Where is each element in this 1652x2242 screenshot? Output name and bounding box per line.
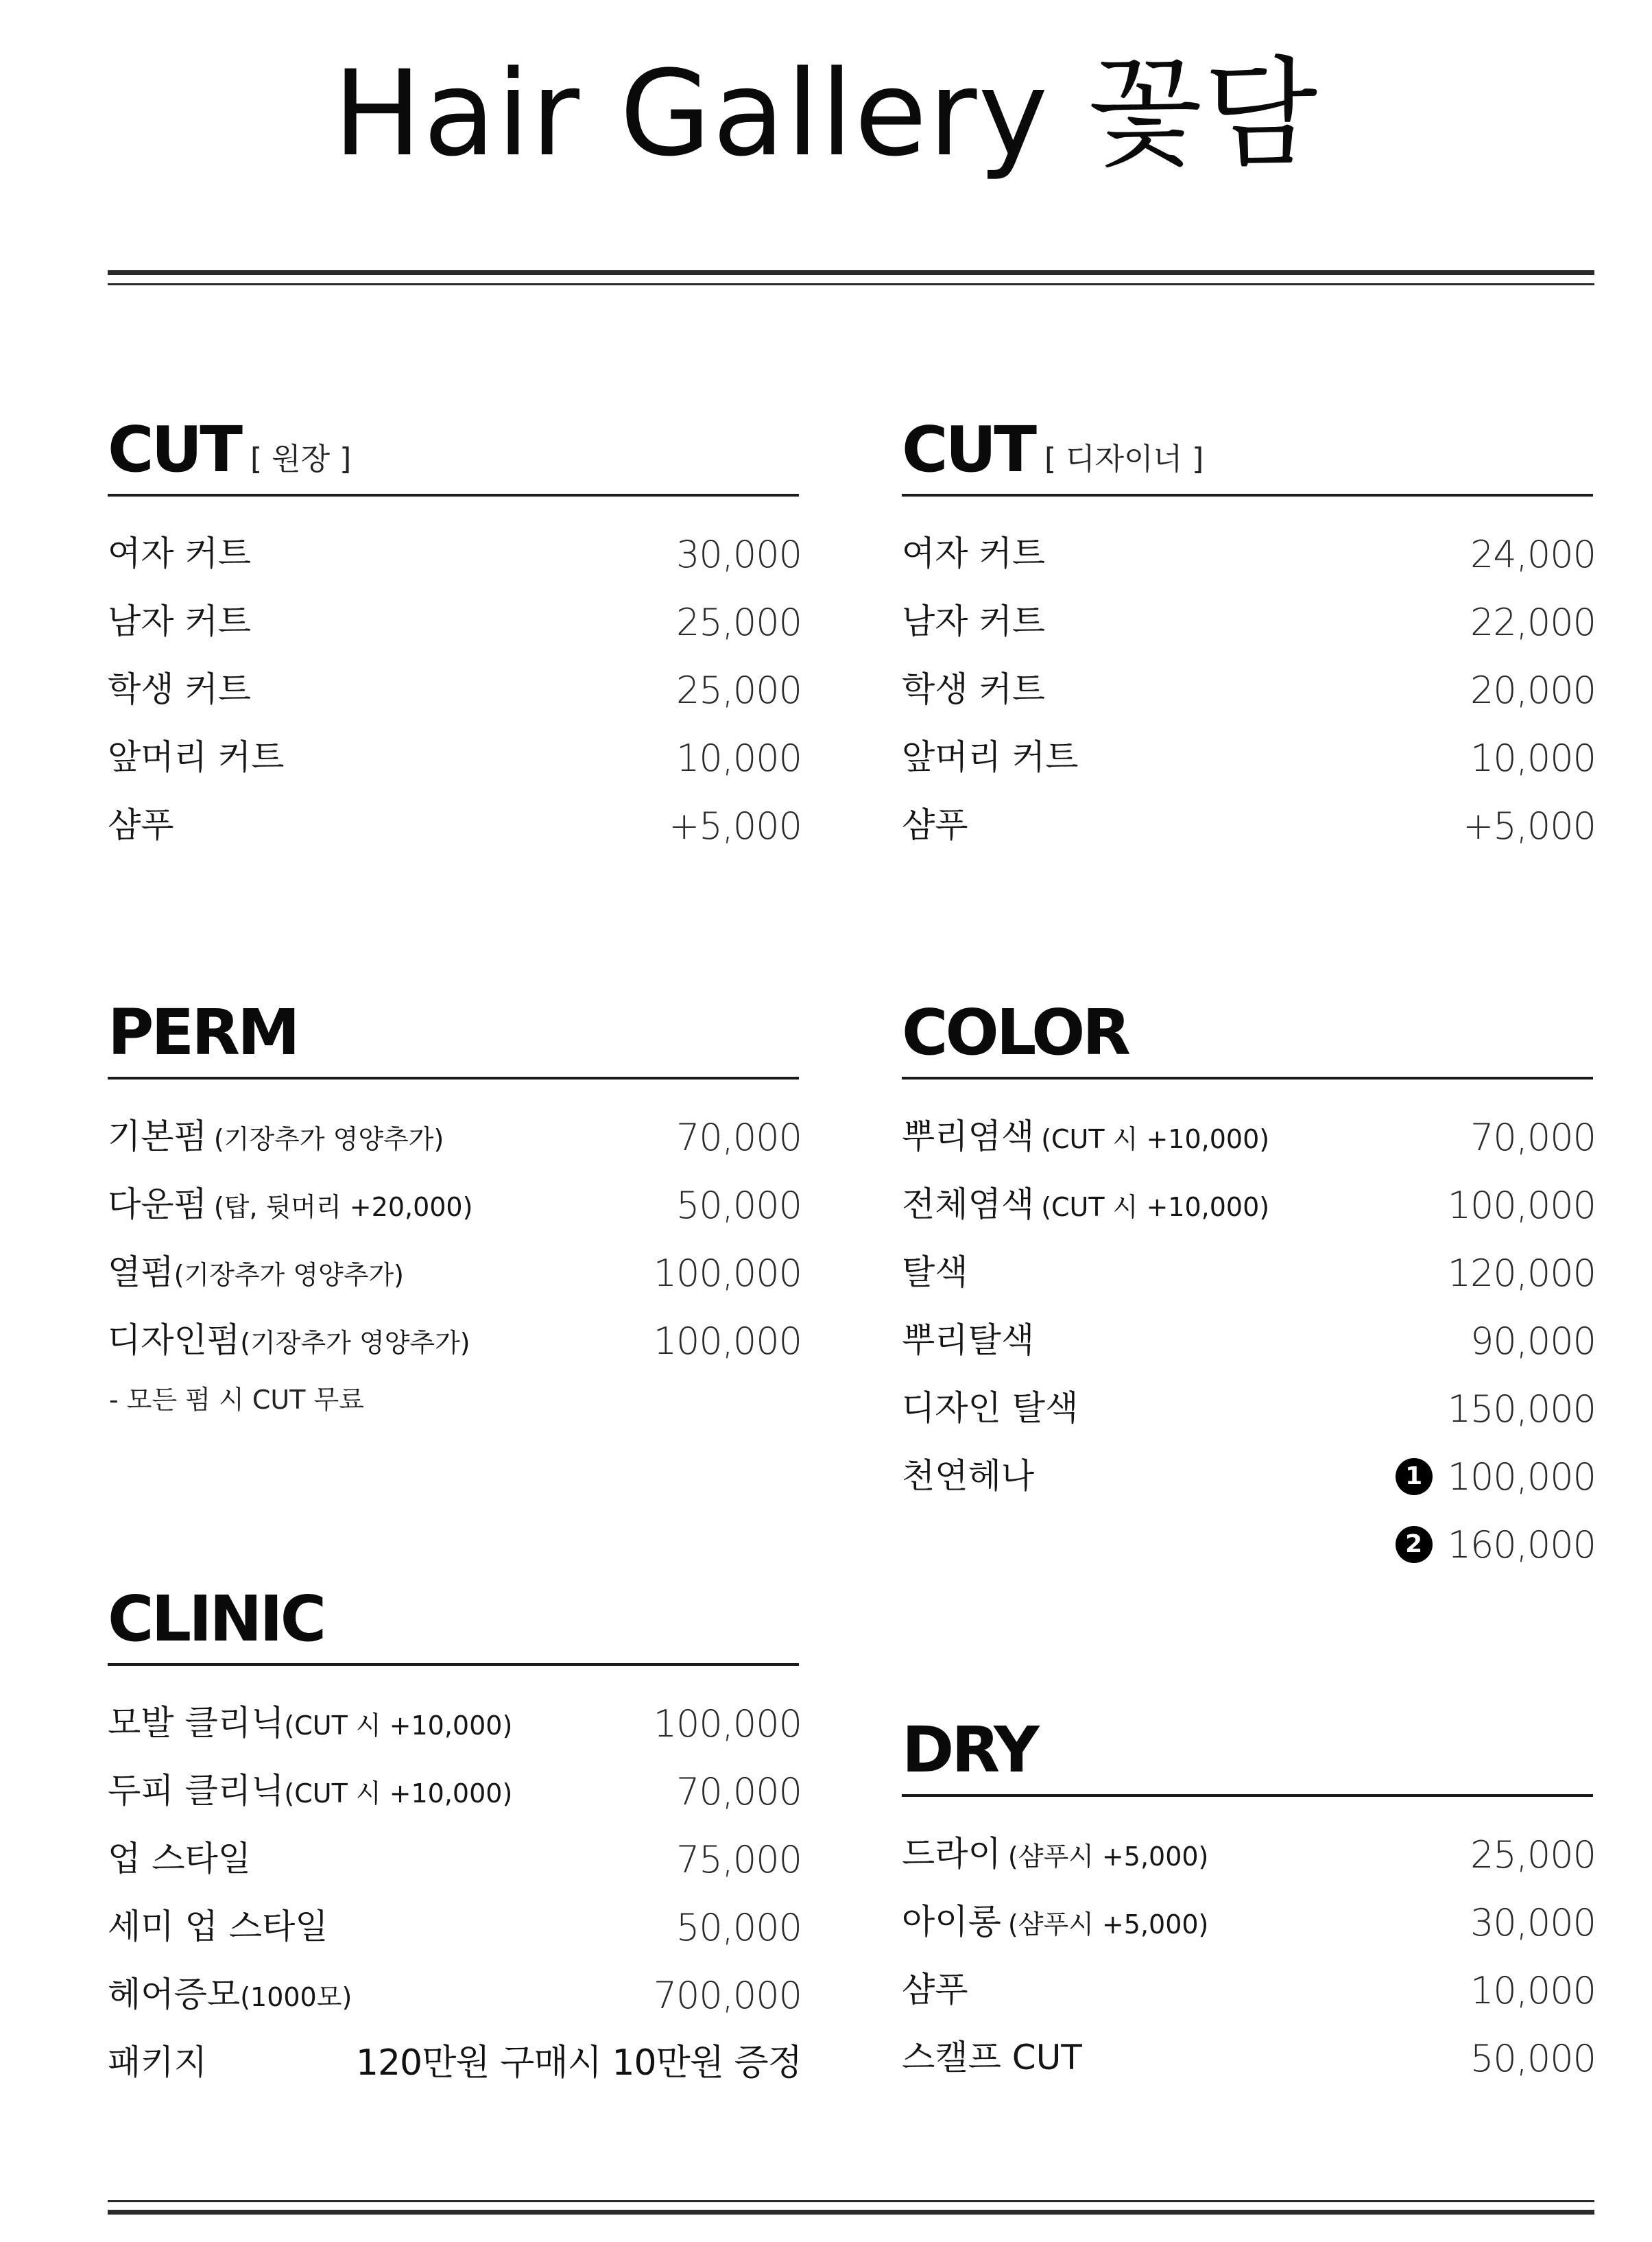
item-name [902,536,1045,571]
item-label: 업 스타일 [108,1839,252,1879]
item-name [902,601,1046,641]
list-item [902,1239,1596,1307]
item-name [902,1388,1079,1428]
item-price [1470,1116,1596,1159]
item-name [108,737,285,777]
item-note: (샴푸시 +5,000) [1007,1909,1209,1940]
item-price [653,1320,802,1363]
item-name [108,1184,473,1224]
item-name [108,669,252,709]
item-price [676,1116,802,1159]
list-item [108,1103,802,1171]
price-list [902,1103,1596,1578]
item-label: 아이롱 [902,1902,1001,1942]
price-value: 25,000 [1470,1833,1596,1876]
list-item [902,2024,1596,2092]
item-label: 학생 커트 [108,669,252,709]
item-label: 패키지 [108,2042,207,2082]
page-title: Hair Gallery 꽃담 [333,45,1319,182]
item-name [902,1902,1209,1942]
section-header [108,1582,799,1666]
list-item [108,1961,802,2029]
list-item [108,588,802,656]
item-note: (CUT 시 +10,000) [284,1710,513,1741]
item-price [1447,1252,1596,1295]
section-title: DRY [902,1713,1037,1787]
item-name [902,2040,1082,2075]
item-label: 뿌리염색 [902,1117,1035,1156]
item-price [1470,737,1596,780]
price-value: 24,000 [1470,533,1596,576]
item-price [653,1252,802,1295]
item-label: 드라이 [902,1834,1001,1874]
price-value: 70,000 [1470,1116,1596,1159]
price-value: 70,000 [676,1770,802,1813]
item-name [902,1456,1035,1496]
section-cut-designer [902,413,1596,859]
item-label: 탈색 [902,1252,968,1292]
item-label: 두피 클리닉 [108,1771,285,1811]
item-name [108,1252,405,1292]
section-title: CUT [902,413,1034,486]
item-note: (CUT 시 +10,000) [1041,1192,1270,1222]
number-badge-icon: 1 [1396,1458,1433,1495]
item-label: 기본펌 [108,1117,207,1156]
item-price [676,1184,802,1227]
item-price [676,737,802,780]
section-cut-owner [108,413,802,859]
item-label: 앞머리 커트 [902,737,1079,777]
item-note: (기장추가 영양추가) [213,1124,444,1154]
price-value: 20,000 [1470,669,1596,712]
price-list [108,1103,802,1374]
item-note: (샴푸시 +5,000) [1007,1841,1209,1872]
list-item [108,656,802,724]
item-name [902,1184,1270,1224]
price-value: 120,000 [1447,1252,1596,1295]
item-note: (CUT 시 +10,000) [1041,1124,1270,1154]
item-label: 남자 커트 [108,601,252,641]
price-value: 10,000 [676,737,802,780]
list-item [902,520,1596,588]
price-list [902,1820,1596,2092]
price-value: 50,000 [676,1184,802,1227]
item-label: 전체염색 [902,1184,1035,1224]
price-value: 100,000 [1447,1455,1596,1499]
item-note: (기장추가 영양추가) [173,1260,405,1290]
item-name [902,737,1079,777]
item-price [1470,2037,1596,2080]
item-price [1470,1969,1596,2012]
item-name [108,536,251,571]
item-note: (기장추가 영양추가) [240,1328,470,1358]
bottom-divider-thick [108,2210,1594,2215]
section-header [902,996,1593,1080]
list-item [902,656,1596,724]
item-name [108,1119,444,1154]
item-price [653,1702,802,1745]
item-price [1463,804,1596,848]
list-item [902,1442,1596,1510]
item-label: 천연헤나 [902,1456,1035,1496]
list-item [108,1239,802,1307]
item-note: (1000모) [240,1982,352,2012]
list-item [108,2029,802,2097]
item-price [653,1974,802,2017]
price-value: 25,000 [676,601,802,644]
list-item [108,724,802,791]
price-value: 90,000 [1470,1320,1596,1363]
price-value: 160,000 [1447,1523,1596,1566]
item-name [902,669,1046,709]
section-header [108,413,799,497]
item-name [902,1834,1209,1874]
bottom-divider-thin [108,2200,1594,2202]
list-item [902,1820,1596,1888]
item-price [676,601,802,644]
section-dry [902,1713,1596,2092]
top-divider-thin [108,283,1594,285]
item-name [902,1119,1269,1154]
section-subtitle: [ 원장 ] [250,442,352,477]
list-item [902,588,1596,656]
top-divider-thick [108,270,1594,275]
item-name [902,1970,968,2010]
item-label: 여자 커트 [108,534,252,573]
item-name [108,1320,470,1360]
price-value: 75,000 [676,1838,802,1881]
item-label: 열펌 [108,1252,174,1292]
section-title: CLINIC [108,1582,324,1656]
item-name [108,1771,513,1811]
price-value: 120만원 구매시 10만원 증정 [355,2042,802,2084]
list-item [902,1510,1596,1578]
item-price [355,2042,802,2084]
price-value: +5,000 [669,804,802,848]
item-price [1470,601,1596,644]
item-price [676,1838,802,1881]
price-value: +5,000 [1463,804,1596,848]
item-name [108,805,174,845]
list-item [902,1171,1596,1239]
item-label: 학생 커트 [902,669,1046,709]
item-name [108,2042,207,2082]
item-price [676,1770,802,1813]
section-header [902,1713,1593,1797]
item-label: 샴푸 [902,805,968,845]
price-value: 30,000 [1470,1901,1596,1944]
price-value: 150,000 [1447,1387,1596,1431]
item-label: 디자인펌 [108,1320,241,1360]
item-name [902,1320,1035,1360]
price-value: 22,000 [1470,601,1596,644]
item-price [1470,1320,1596,1363]
item-name [108,1977,352,2012]
item-name [902,805,968,845]
item-name [902,1252,968,1292]
item-price [669,804,802,848]
price-value: 100,000 [1447,1184,1596,1227]
item-label: 샴푸 [902,1970,968,2010]
list-item [108,1171,802,1239]
list-item [902,1307,1596,1374]
item-price [1470,533,1596,576]
list-item [108,1825,802,1893]
item-note: (탑, 뒷머리 +20,000) [213,1192,473,1222]
number-badge-icon: 2 [1396,1526,1433,1563]
item-label: 스캘프 CUT [902,2038,1082,2077]
price-list [902,520,1596,859]
item-label: 다운펌 [108,1184,207,1224]
item-label: 디자인 탈색 [902,1388,1079,1428]
list-item [902,724,1596,791]
price-value: 50,000 [1470,2037,1596,2080]
list-item [108,1307,802,1374]
price-value: 30,000 [676,533,802,576]
list-item [108,791,802,859]
section-color [902,996,1596,1578]
item-price [1447,1184,1596,1227]
item-name [108,1839,252,1879]
section-header [902,413,1593,497]
price-value: 25,000 [676,669,802,712]
list-item [902,791,1596,859]
item-label: 모발 클리닉 [108,1703,285,1743]
item-label: 여자 커트 [902,534,1046,573]
item-price [676,1906,802,1949]
list-item [902,1888,1596,1956]
item-note: (CUT 시 +10,000) [284,1778,513,1809]
price-value: 100,000 [653,1702,802,1745]
item-name [108,1703,513,1743]
price-value: 70,000 [676,1116,802,1159]
item-price [1470,669,1596,712]
item-label: 뿌리탈색 [902,1320,1035,1360]
item-price [1447,1387,1596,1431]
price-list [108,1689,802,2097]
item-price [1396,1455,1596,1499]
item-label: 앞머리 커트 [108,737,285,777]
list-item [902,1956,1596,2024]
item-label: 남자 커트 [902,601,1046,641]
section-header [108,996,799,1080]
list-item [108,1757,802,1825]
price-value: 50,000 [676,1906,802,1949]
price-list [108,520,802,859]
list-item [108,1893,802,1961]
list-item [108,520,802,588]
list-item [902,1374,1596,1442]
perm-footnote: - 모든 펌 시 CUT 무료 [109,1385,364,1415]
item-label: 세미 업 스타일 [108,1907,328,1946]
item-price [676,669,802,712]
list-item [108,1689,802,1757]
item-name [108,601,252,641]
price-value: 10,000 [1470,1969,1596,2012]
section-title: CUT [108,413,240,486]
item-price [1470,1833,1596,1876]
section-subtitle: [ 디자이너 ] [1044,442,1204,477]
item-price [1396,1523,1596,1566]
section-title: PERM [108,996,298,1069]
section-title: COLOR [902,996,1129,1069]
item-label: 샴푸 [108,805,174,845]
item-label: 헤어증모 [108,1975,241,2014]
item-price [1470,1901,1596,1944]
price-value: 100,000 [653,1320,802,1363]
item-price [676,533,802,576]
price-value: 700,000 [653,1974,802,2017]
price-value: 100,000 [653,1252,802,1295]
item-name [108,1909,328,1944]
list-item [902,1103,1596,1171]
price-value: 10,000 [1470,737,1596,780]
section-clinic [108,1582,802,2097]
section-perm [108,996,802,1415]
